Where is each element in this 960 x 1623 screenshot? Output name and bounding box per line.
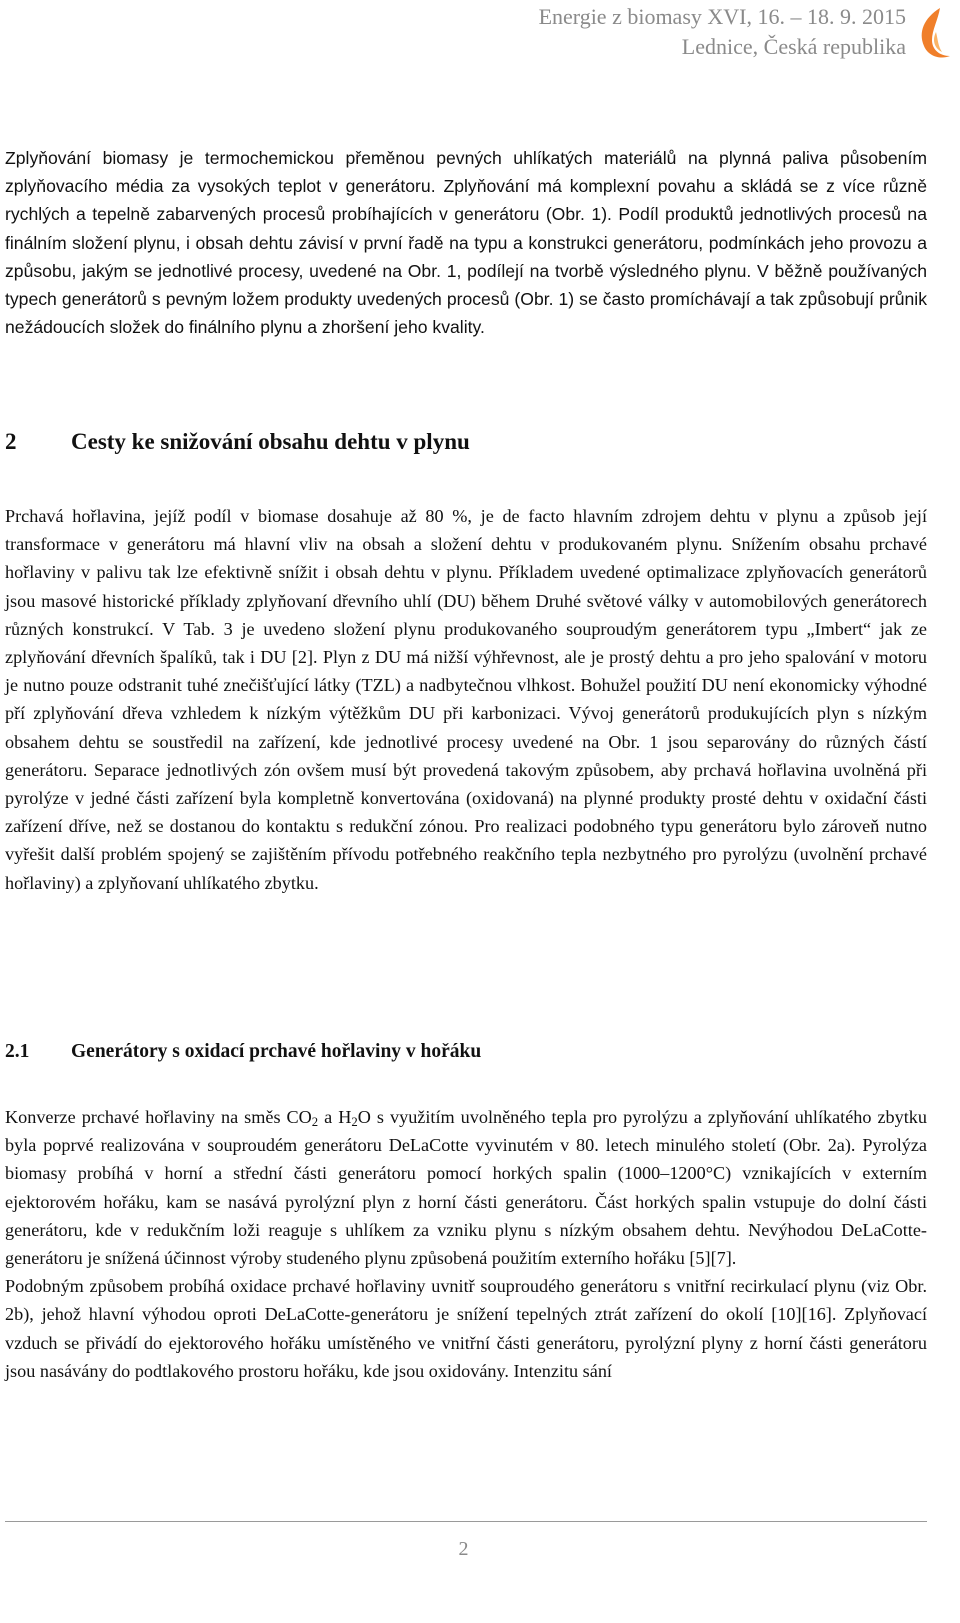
subscript: 2 bbox=[351, 1115, 358, 1130]
section-2-1-number: 2.1 bbox=[5, 1041, 30, 1062]
section-2-paragraph: Prchavá hořlavina, jejíž podíl v biomase dosahuje až 80 %, je de facto hlavním zdrojem dehtu v plynu a způsob její transformace v generátoru má hlavní vliv na obsah a složení dehtu v produkovaném plynu. Snížením obsahu prchavé hořlaviny v palivu tak lze efektivně snížit i obsah dehtu v plynu. Příkladem uvedené optimalizace zplyňovacích generátorů jsou masové historické příklady zplyňovaní dřevního uhlí (DU) během Druhé světové války v automobilových generátorech různých konstrukcí. V Tab. 3 je uvedeno složení plynu produkovaného souproudým generátorem typu „Imbert“ jak ze zplyňování dřevních špalíků, tak i DU [2]. Plyn z DU má nižší výhřevnost, ale je prostý dehtu a pro jeho spalování v motoru je nutno pouze odstranit tuhé znečišťující látky (TZL) a nadbytečnou vlhkost. Bohužel použití DU není ekonomicky výhodné pří zplyňování dřeva vzhledem k nízkým výtěžkům DU při karbonizaci. Vývoj generátorů produkujících plyn s nízkým obsahem dehtu se soustředil na zařízení, kde jednotlivé procesy uvedené na Obr. 1 jsou separovány do různých částí generátoru. Separace jednotlivých zón ovšem musí být provedená takovým způsobem, aby prchavá hořlavina uvolněná při pyrolýze v jedné části zařízení byla kompletně konvertována (oxidovaná) na plynné produkty prosté dehtu v oxidační části zařízení dříve, než se dostanou do kontaktu s redukční zónou. Pro realizaci podobného typu generátoru bylo zároveň nutno vyřešit další problém spojený se zajištěním přívodu potřebného reakčního tepla nezbytného pro pyrolýzu (uvolnění prchavé hořlaviny) a zplyňovaní uhlíkatého zbytku. bbox=[5, 506, 927, 893]
section-2-1-paragraph-2: Podobným způsobem probíhá oxidace prchavé hořlaviny uvnitř souproudého generátoru s vnitřní recirkulací plynu (viz Obr. 2b), jehož hlavní výhodou oproti DeLaCotte-generátoru je snížení tepelných ztrát zařízení do okolí [10][16]. Zplyňovací vzduch se přivádí do ejektorového hořáku umístěného ve vnitřní části generátoru, pyrolýzní plyny z horní části generátoru jsou nasávány do podtlakového prostoru hořáku, kde jsou oxidovány. Intenzitu sání bbox=[5, 1276, 927, 1381]
intro-paragraph-block bbox=[5, 144, 927, 341]
text-run: a H bbox=[318, 1107, 352, 1127]
subscript: 2 bbox=[311, 1115, 319, 1130]
section-2-1-title: Generátory s oxidací prchavé hořlaviny v hořáku bbox=[71, 1041, 482, 1062]
section-2-1-body-block bbox=[5, 1103, 927, 1385]
page-number: 2 bbox=[458, 1538, 469, 1560]
section-2-number: 2 bbox=[5, 429, 17, 454]
section-2-heading bbox=[5, 429, 927, 455]
footer-divider bbox=[5, 1521, 927, 1522]
section-2-1-paragraph-1 bbox=[5, 1103, 927, 1272]
running-header bbox=[539, 2, 906, 62]
text-run: Konverze prchavé hořlaviny na směs CO bbox=[5, 1107, 312, 1127]
header-location: Lednice, Česká republika bbox=[681, 34, 906, 59]
text-run: O s využitím uvolněného tepla pro pyrolýzu a zplyňování uhlíkatého zbytku byla poprvé realizována v souproudém generátoru DeLaCotte vyvinutém v 80. letech minulého století (Obr. 2a). Pyrolýza biomasy probíhá v horní a střední části generátoru pomocí horkých spalin (1000–1200°C) vznikajících v externím ejektorovém hořáku, kam se nasává pyrolýzní plyn z horní části generátoru. Část horkých spalin vstupuje do dolní části generátoru, kde v redukčním loži reaguje s uhlíkem za vzniku plynu s nízkým obsahem dehtu. Nevýhodou DeLaCotte-generátoru je snížená účinnost výroby studeného plynu způsobená použitím externího hořáku [5][7]. bbox=[5, 1107, 927, 1269]
section-2-body-block bbox=[5, 502, 927, 897]
header-conference-title: Energie z biomasy XVI, 16. – 18. 9. 2015 bbox=[538, 4, 906, 29]
intro-paragraph: Zplyňování biomasy je termochemickou přeměnou pevných uhlíkatých materiálů na plynná paliva působením zplyňovacího média za vysokých teplot v generátoru. Zplyňování má komplexní povahu a skládá se z více různě rychlých a tepelně zabarvených procesů probíhajících v generátoru (Obr. 1). Podíl produktů jednotlivých procesů na finálním složení plynu, i obsah dehtu závisí v první řadě na typu a konstrukci generátoru, podmínkách jeho provozu a způsobu, jakým se jednotlivé procesy, uvedené na Obr. 1, podílejí na tvorbě výsledného plynu. V běžně používaných typech generátorů s pevným ložem produkty uvedených procesů (Obr. 1) se často promíchávají a tak způsobují průnik nežádoucích složek do finálního plynu a zhoršení jeho kvality. bbox=[5, 148, 927, 338]
section-2-1-heading bbox=[5, 1041, 927, 1063]
section-2-title: Cesty ke snižování obsahu dehtu v plynu bbox=[71, 429, 470, 454]
flame-logo-icon bbox=[910, 2, 954, 72]
